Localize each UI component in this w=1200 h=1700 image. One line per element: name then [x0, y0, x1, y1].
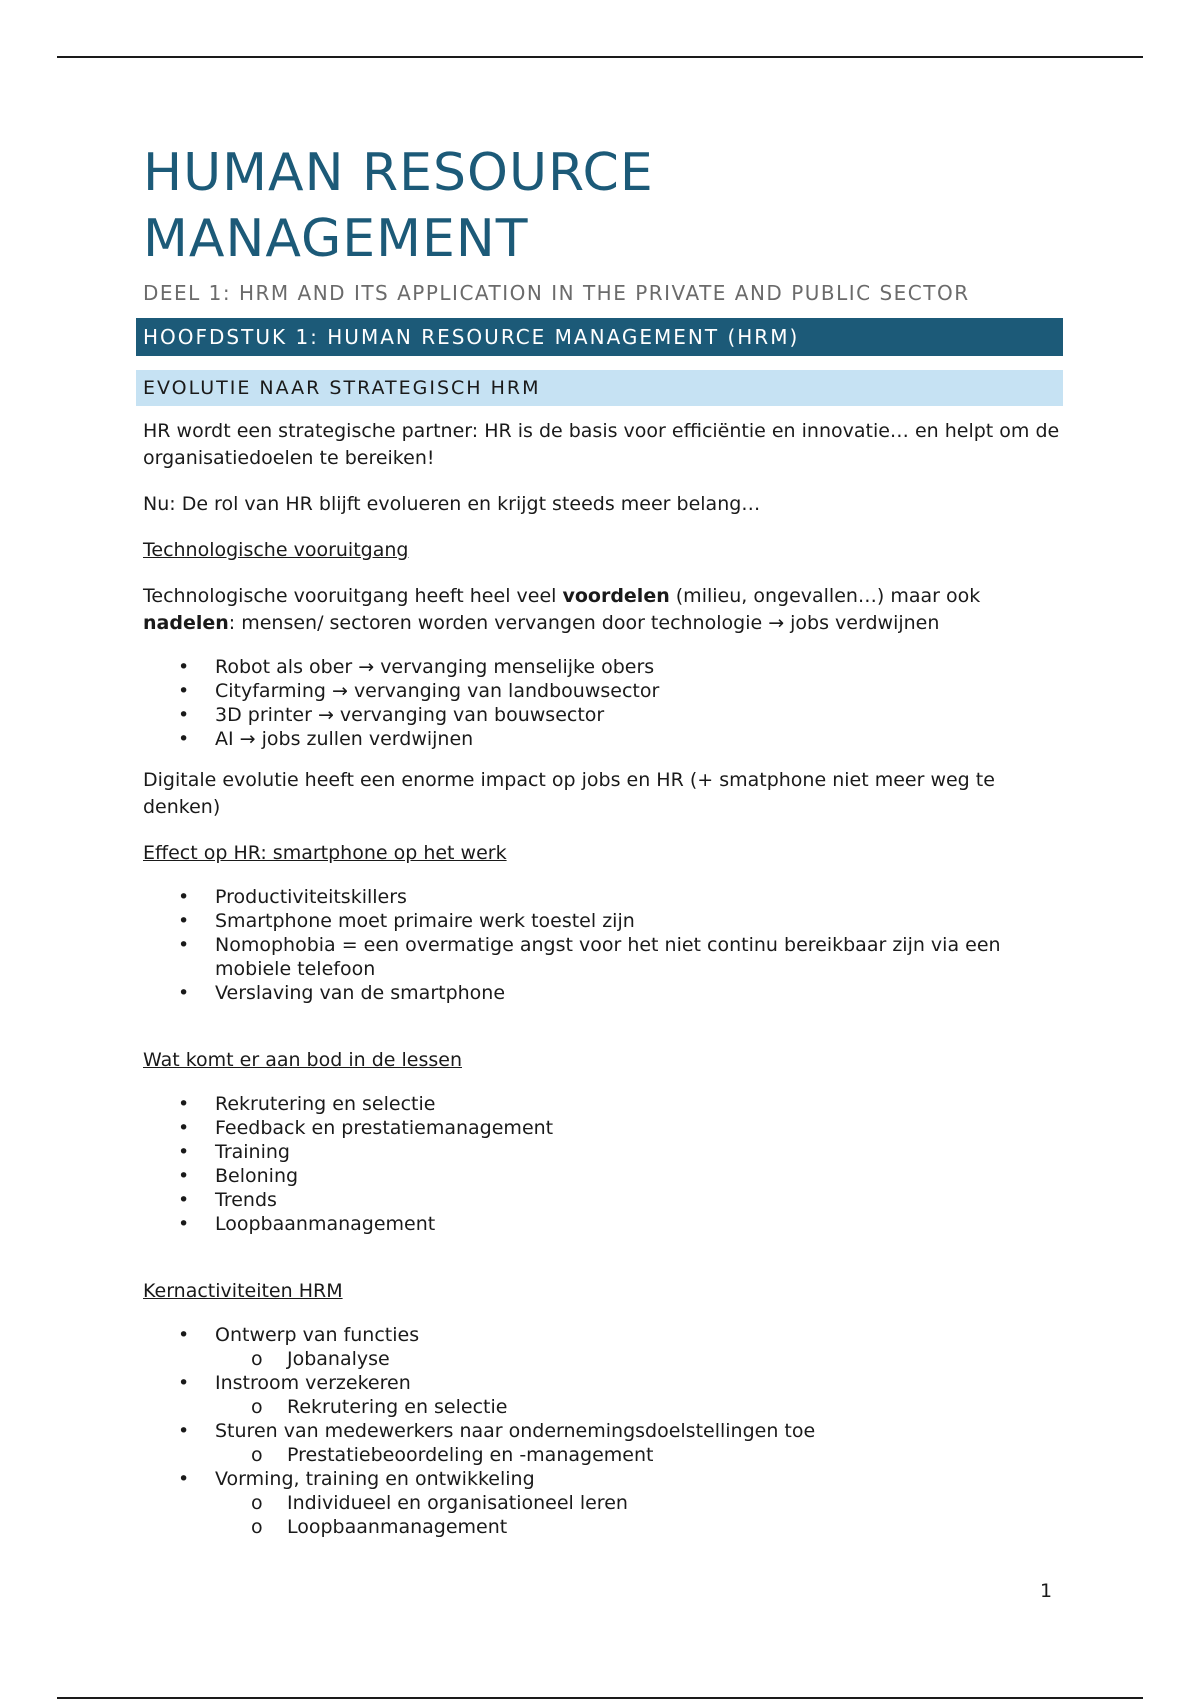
- list-item: [143, 1419, 1063, 1467]
- list-item: • Loopbaanmanagement: [143, 1212, 1063, 1236]
- list-item: • 3D printer → vervanging van bouwsector: [143, 703, 1063, 727]
- list-item: • Feedback en prestatiemanagement: [143, 1116, 1063, 1140]
- list-item: • Verslaving van de smartphone: [143, 981, 1063, 1005]
- tech-list: [143, 655, 1063, 751]
- intro-paragraph: HR wordt een strategische partner: HR is de basis voor efficiëntie en innovatie… en helpt om de organisatiedoelen te bereiken!: [143, 420, 1060, 469]
- tech-heading: Technologische vooruitgang: [143, 539, 409, 561]
- lessons-list: [143, 1092, 1063, 1236]
- document-body: [143, 140, 1063, 1539]
- core-item-label: Vorming, training en ontwikkeling: [215, 1468, 535, 1490]
- core-heading: Kernactiviteiten HRM: [143, 1280, 343, 1302]
- list-item: [143, 1371, 1063, 1419]
- effect-list: [143, 885, 1063, 1005]
- footer-rule: [57, 1697, 1143, 1699]
- list-item: • Training: [143, 1140, 1063, 1164]
- sub-list-item: o Loopbaanmanagement: [143, 1515, 1063, 1539]
- list-item: • Nomophobia = een overmatige angst voor het niet continu bereikbaar zijn via een mobiele telefoon: [143, 933, 1063, 981]
- sub-list: [143, 1443, 1063, 1467]
- sub-list-item: o Prestatiebeoordeling en -management: [143, 1443, 1063, 1467]
- tech-paragraph: [143, 583, 1063, 637]
- sub-list: [143, 1395, 1063, 1419]
- tech-text-1: Technologische vooruitgang heeft heel veel: [143, 585, 563, 607]
- list-item: • Smartphone moet primaire werk toestel zijn: [143, 909, 1063, 933]
- sub-list-item: o Rekrutering en selectie: [143, 1395, 1063, 1419]
- list-item: • Robot als ober → vervanging menselijke obers: [143, 655, 1063, 679]
- list-item: • Rekrutering en selectie: [143, 1092, 1063, 1116]
- list-item: • Cityfarming → vervanging van landbouwsector: [143, 679, 1063, 703]
- lessons-heading: Wat komt er aan bod in de lessen: [143, 1049, 462, 1071]
- core-list: [143, 1323, 1063, 1539]
- sub-list-item: o Individueel en organisationeel leren: [143, 1491, 1063, 1515]
- list-item: [143, 1323, 1063, 1371]
- document-subtitle: DEEL 1: HRM AND ITS APPLICATION IN THE PRIVATE AND PUBLIC SECTOR: [143, 281, 970, 305]
- sub-list-item: o Jobanalyse: [143, 1347, 1063, 1371]
- list-item: • Productiviteitskillers: [143, 885, 1063, 909]
- core-item-label: Ontwerp van functies: [215, 1324, 420, 1346]
- effect-heading: Effect op HR: smartphone op het werk: [143, 842, 507, 864]
- list-item: • Trends: [143, 1188, 1063, 1212]
- list-item: • Beloning: [143, 1164, 1063, 1188]
- core-item-label: Sturen van medewerkers naar ondernemingsdoelstellingen toe: [215, 1420, 816, 1442]
- title-line-2: MANAGEMENT: [143, 209, 529, 269]
- list-item: [143, 1467, 1063, 1539]
- header-rule: [57, 56, 1143, 58]
- tech-text-2: (milieu, ongevallen…) maar ook: [669, 585, 981, 607]
- tech-bold-nadelen: nadelen: [143, 612, 229, 634]
- sub-list: [143, 1347, 1063, 1371]
- core-item-label: Instroom verzekeren: [215, 1372, 411, 1394]
- section-heading: EVOLUTIE NAAR STRATEGISCH HRM: [136, 370, 1063, 406]
- list-item: • AI → jobs zullen verdwijnen: [143, 727, 1063, 751]
- role-paragraph: Nu: De rol van HR blijft evolueren en krijgt steeds meer belang…: [143, 493, 761, 515]
- page-number: 1: [1040, 1580, 1053, 1602]
- digital-paragraph: Digitale evolutie heeft een enorme impact op jobs en HR (+ smatphone niet meer weg te denken): [143, 769, 995, 818]
- document-title: [143, 140, 1063, 272]
- chapter-heading: HOOFDSTUK 1: HUMAN RESOURCE MANAGEMENT (HRM): [136, 318, 1063, 356]
- sub-list: [143, 1491, 1063, 1539]
- tech-text-3: : mensen/ sectoren worden vervangen door technologie → jobs verdwijnen: [228, 612, 940, 634]
- title-line-1: HUMAN RESOURCE: [143, 143, 654, 203]
- tech-bold-voordelen: voordelen: [562, 585, 670, 607]
